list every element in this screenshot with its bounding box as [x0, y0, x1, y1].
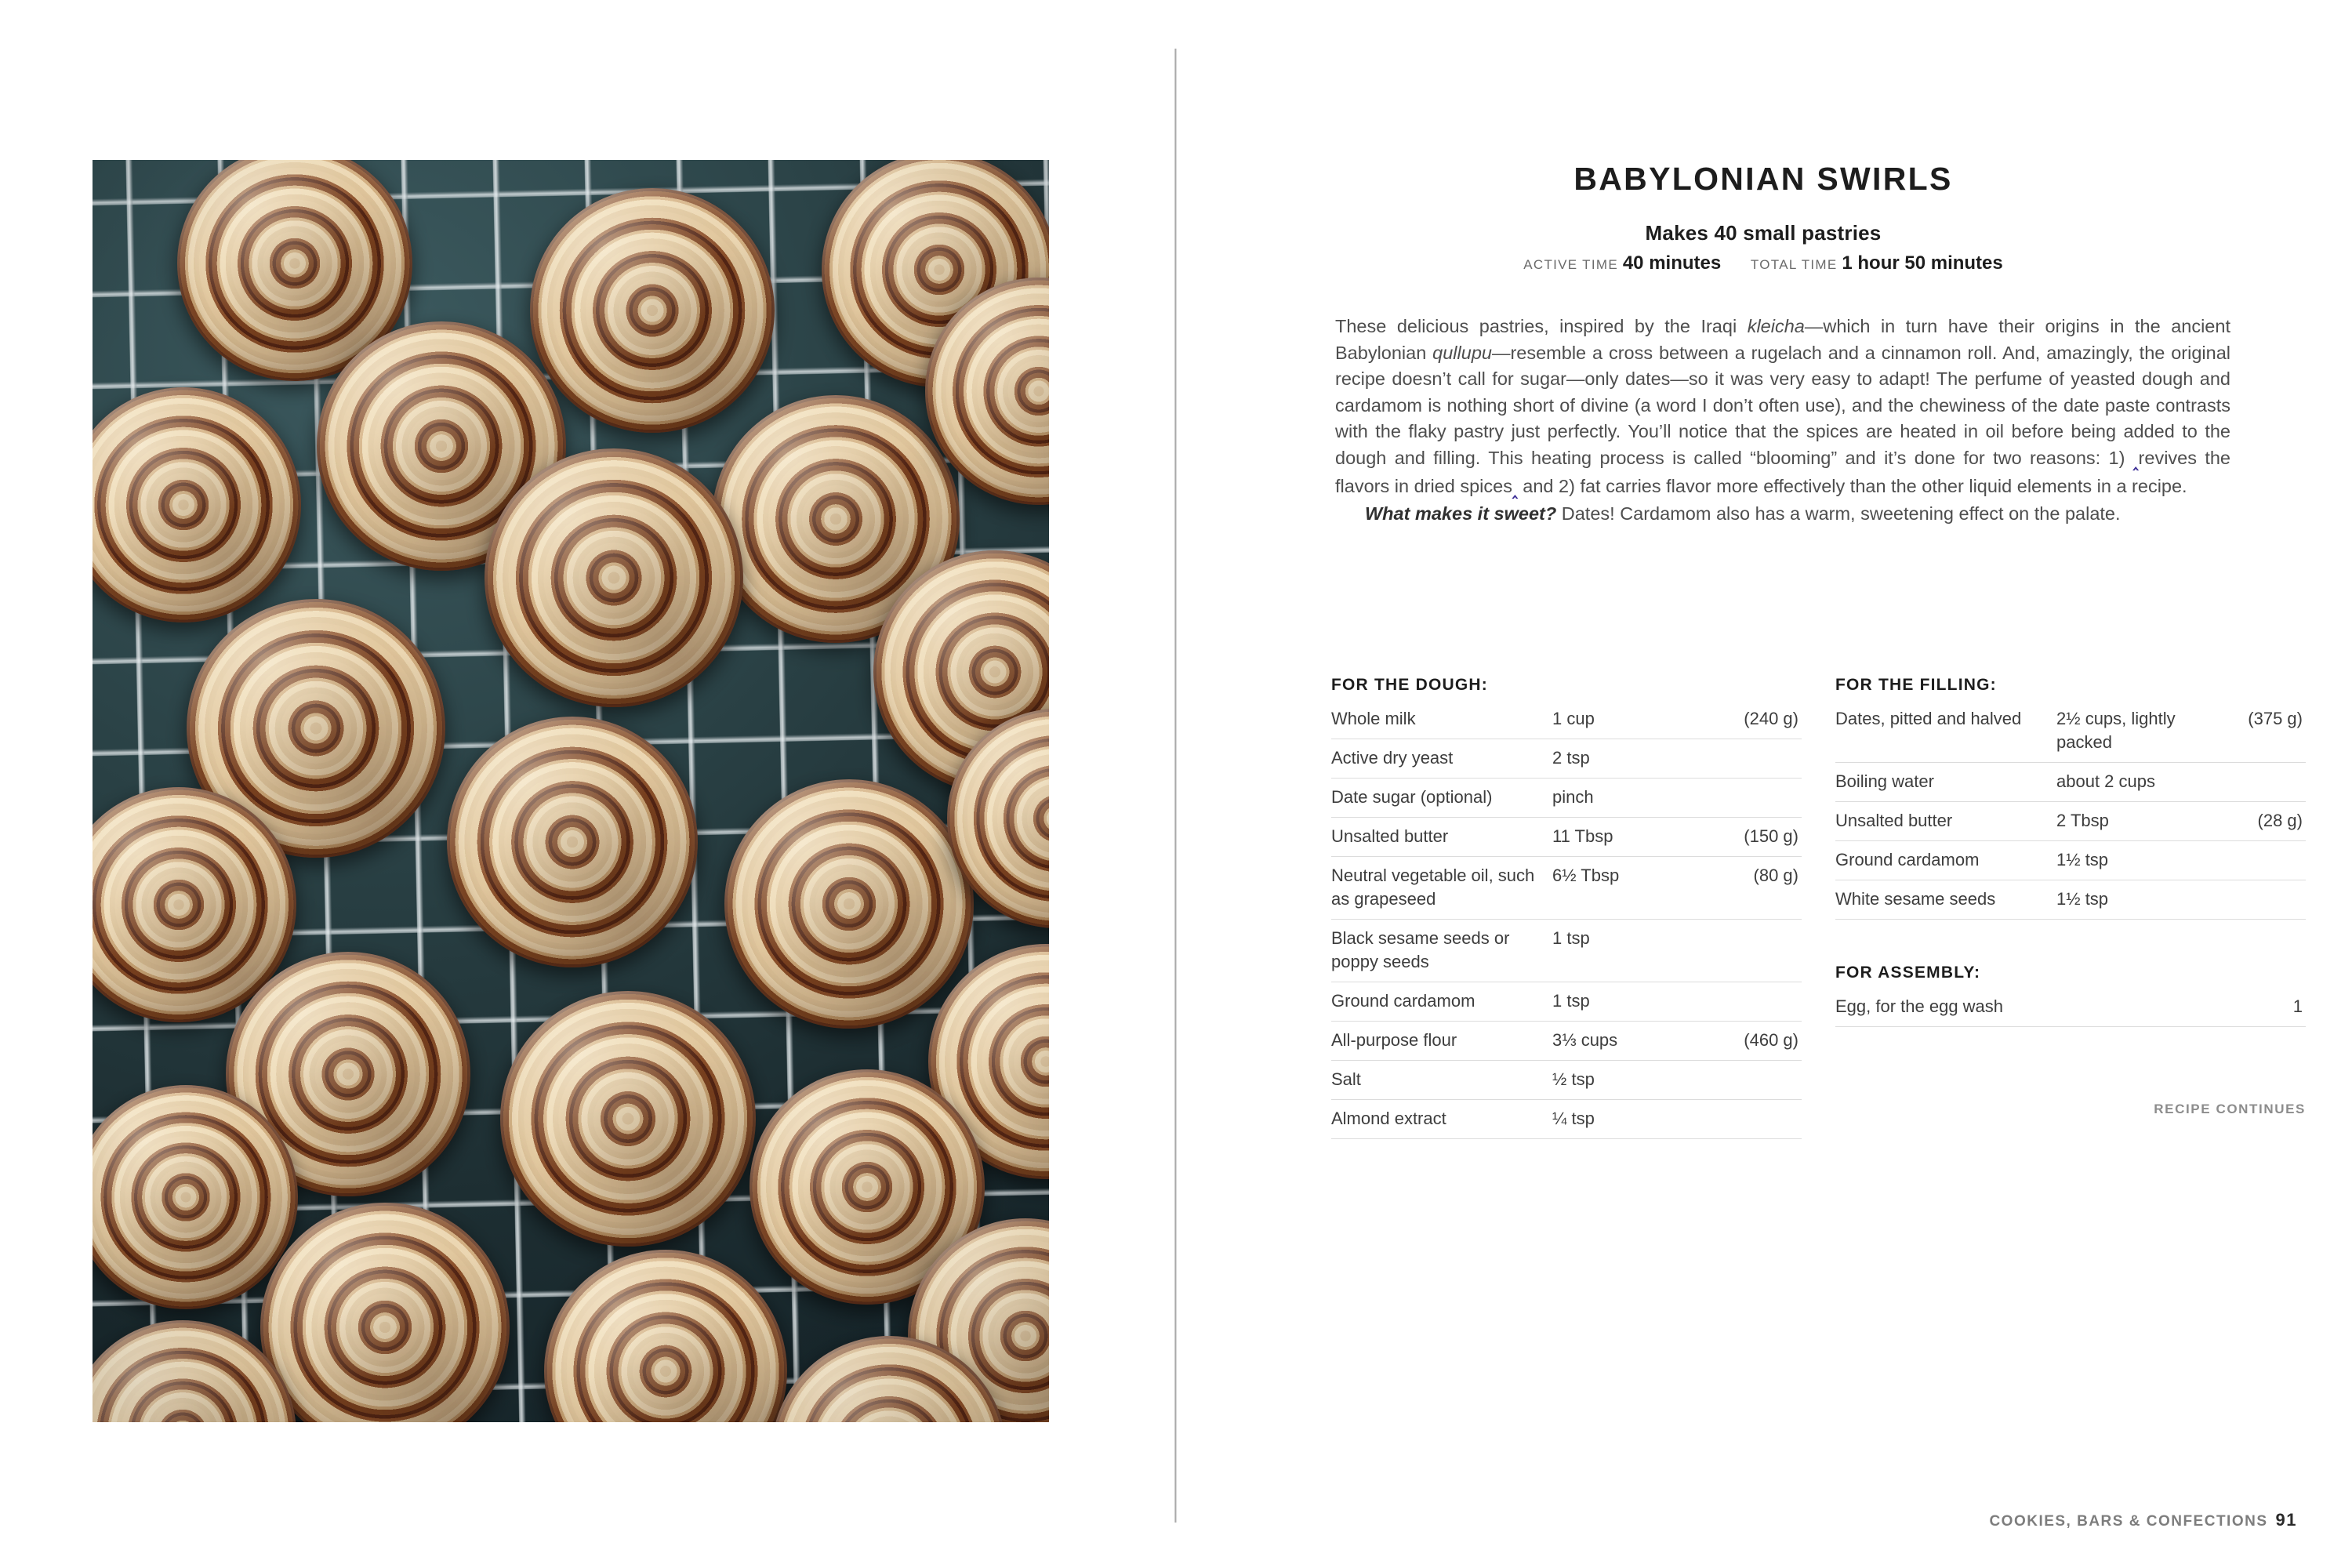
- ingredient-name: Active dry yeast: [1331, 748, 1454, 768]
- ingredient-name: Salt: [1331, 1069, 1361, 1089]
- ingredient-amount: about 2 cups: [2056, 771, 2155, 791]
- ingredient-amount: 2 tsp: [1552, 748, 1590, 768]
- footer-page-number: 91: [2275, 1510, 2297, 1530]
- pastry-swirl: [447, 717, 698, 967]
- headnote-paragraph-2: [1335, 501, 2230, 528]
- ingredient-amount: 2 Tbsp: [2056, 811, 2109, 830]
- active-time-value: 40 minutes: [1622, 252, 1722, 274]
- page-title: BABYLONIAN SWIRLS: [1573, 161, 1953, 198]
- ingredient-amount: [2056, 993, 2202, 1027]
- ingredient-heading-dough: FOR THE DOUGH:: [1331, 676, 1488, 694]
- headnote-text-c: —resemble a cross between a rugelach and a cinnamon roll. And, amazingly, the original recipe doesn’t call for sugar—only dates—so it was very easy to adapt! The perfume of yeasted dough and cardamom is nothing short of divine (a word I don’t often use), and the chewiness of the date paste contrasts with the flaky pastry just perfectly. You’ll notice that the spices are heated in oil before being added to the dough and filling. This heating process is called “blooming” and it’s done for two reasons: 1): [1335, 342, 2230, 468]
- pastry-swirl: [530, 188, 775, 433]
- ingredient-amount: 3⅓ cups: [1552, 1030, 1618, 1050]
- recipe-photograph: [93, 160, 1049, 1422]
- headnote-foreign-term-kleicha: kleicha: [1747, 316, 1805, 336]
- ingredient-row: [1331, 1100, 1802, 1139]
- ingredient-column-dough: [1331, 676, 1802, 1139]
- ingredient-grams: (240 g): [1744, 709, 1798, 728]
- footer-section-label: COOKIES, BARS & CONFECTIONS: [1989, 1513, 2268, 1530]
- ingredient-grams: [1698, 982, 1802, 1022]
- pastry-swirl: [485, 448, 743, 707]
- recipe-yield: Makes 40 small pastries: [1645, 221, 1882, 245]
- ingredient-grams: (80 g): [1753, 866, 1798, 885]
- ingredient-row: [1331, 818, 1802, 857]
- ingredient-amount: ½ tsp: [1552, 1069, 1595, 1089]
- ingredient-rows-dough: [1331, 706, 1802, 1139]
- ingredient-name: Egg, for the egg wash: [1835, 996, 2004, 1016]
- ingredient-name: Ground cardamom: [1835, 850, 1980, 869]
- total-time-label: TOTAL TIME: [1750, 257, 1838, 272]
- ingredient-grams: [1698, 920, 1802, 982]
- ingredient-amount: ¼ tsp: [1552, 1109, 1595, 1128]
- ingredient-heading-assembly: FOR ASSEMBLY:: [1835, 964, 1981, 982]
- headnote-text-a: These delicious pastries, inspired by the Iraqi: [1335, 316, 1748, 336]
- ingredient-grams: [2202, 880, 2306, 920]
- left-page-photo-panel: [0, 0, 1174, 1568]
- ingredient-row: [1835, 993, 2306, 1027]
- ingredient-name: Almond extract: [1331, 1109, 1446, 1128]
- ingredient-rows-assembly: [1835, 993, 2306, 1027]
- ingredient-row: [1331, 706, 1802, 739]
- ingredient-row: [1835, 802, 2306, 841]
- ingredient-row: [1835, 706, 2306, 763]
- ingredient-name: Date sugar (optional): [1331, 787, 1493, 807]
- headnote-text-b: —which in turn have their origins in the ancient Babylonian: [1335, 316, 2230, 363]
- ingredient-grams: (150 g): [1744, 826, 1798, 846]
- ingredient-name: Black sesame seeds or poppy seeds: [1331, 928, 1510, 971]
- ingredient-name: Boiling water: [1835, 771, 1934, 791]
- ingredient-amount: 1½ tsp: [2056, 850, 2109, 869]
- ingredient-row: [1331, 1061, 1802, 1100]
- ingredient-heading-filling: FOR THE FILLING:: [1835, 676, 1997, 694]
- pastry-swirl: [500, 991, 756, 1247]
- ingredient-name: Dates, pitted and halved: [1835, 709, 2022, 728]
- ingredient-name: All-purpose flour: [1331, 1030, 1457, 1050]
- ingredient-grams: [1698, 739, 1802, 779]
- right-page-recipe-panel: [1174, 0, 2352, 1568]
- ingredient-grams: [2202, 763, 2306, 802]
- ingredient-amount: 1 tsp: [1552, 991, 1590, 1011]
- headnote-text-d: revives the flavors in dried spices: [1335, 447, 2230, 496]
- ingredient-column-filling: [1835, 676, 2306, 1027]
- headnote-question: What makes it sweet?: [1365, 503, 1557, 524]
- ingredient-row: [1331, 920, 1802, 982]
- ingredient-amount: pinch: [1552, 787, 1594, 807]
- pastry-swirl: [724, 779, 974, 1029]
- ingredient-grams: 1: [2292, 996, 2303, 1016]
- ingredient-table-dough: [1331, 706, 1802, 1139]
- ingredient-amount: 1 cup: [1552, 709, 1595, 728]
- headnote-foreign-term-qullupu: qullupu: [1432, 342, 1492, 363]
- ingredient-grams: [1698, 1061, 1802, 1100]
- editorial-caret-mark: ‸: [1512, 481, 1518, 499]
- ingredient-grams: (375 g): [2248, 709, 2303, 728]
- ingredient-row: [1835, 763, 2306, 802]
- ingredient-name: Neutral vegetable oil, such as grapeseed: [1331, 866, 1535, 909]
- headnote-paragraph-1: [1335, 314, 2230, 501]
- recipe-headnote: [1335, 314, 2230, 528]
- ingredient-name: White sesame seeds: [1835, 889, 1996, 909]
- ingredient-row: [1331, 1022, 1802, 1061]
- ingredient-amount: 2½ cups, lightly packed: [2056, 709, 2176, 752]
- ingredient-table-filling: [1835, 706, 2306, 920]
- page-footer: [1989, 1510, 2297, 1530]
- ingredient-amount: 1 tsp: [1552, 928, 1590, 948]
- editorial-caret-mark: ‸: [2132, 452, 2139, 470]
- ingredient-row: [1331, 739, 1802, 779]
- ingredient-grams: [1698, 1100, 1802, 1139]
- ingredient-name: Unsalted butter: [1835, 811, 1953, 830]
- ingredient-rows-filling: [1835, 706, 2306, 920]
- recipe-continues-note: RECIPE CONTINUES: [2154, 1102, 2306, 1116]
- ingredient-name: Whole milk: [1331, 709, 1416, 728]
- ingredient-row: [1835, 880, 2306, 920]
- ingredient-grams: [2202, 841, 2306, 880]
- ingredient-row: [1331, 982, 1802, 1022]
- ingredient-block-assembly: [1835, 964, 2306, 1027]
- ingredient-amount: 1½ tsp: [2056, 889, 2109, 909]
- ingredient-row: [1331, 779, 1802, 818]
- headnote-text-e: and 2) fat carries flavor more effectively than the other liquid elements in a recipe.: [1517, 475, 2187, 496]
- headnote-answer: Dates! Cardamom also has a warm, sweetening effect on the palate.: [1556, 503, 2121, 524]
- ingredient-grams: [1698, 779, 1802, 818]
- recipe-times: [1174, 252, 2352, 274]
- total-time-value: 1 hour 50 minutes: [1842, 252, 2003, 274]
- ingredient-grams: (28 g): [2257, 811, 2303, 830]
- ingredient-name: Unsalted butter: [1331, 826, 1449, 846]
- ingredient-row: [1331, 857, 1802, 920]
- ingredient-grams: (460 g): [1744, 1030, 1798, 1050]
- active-time-label: ACTIVE TIME: [1523, 257, 1618, 272]
- ingredient-table-assembly: [1835, 993, 2306, 1027]
- ingredient-amount: 11 Tbsp: [1552, 826, 1613, 846]
- ingredient-name: Ground cardamom: [1331, 991, 1475, 1011]
- ingredient-amount: 6½ Tbsp: [1552, 866, 1620, 885]
- ingredient-row: [1835, 841, 2306, 880]
